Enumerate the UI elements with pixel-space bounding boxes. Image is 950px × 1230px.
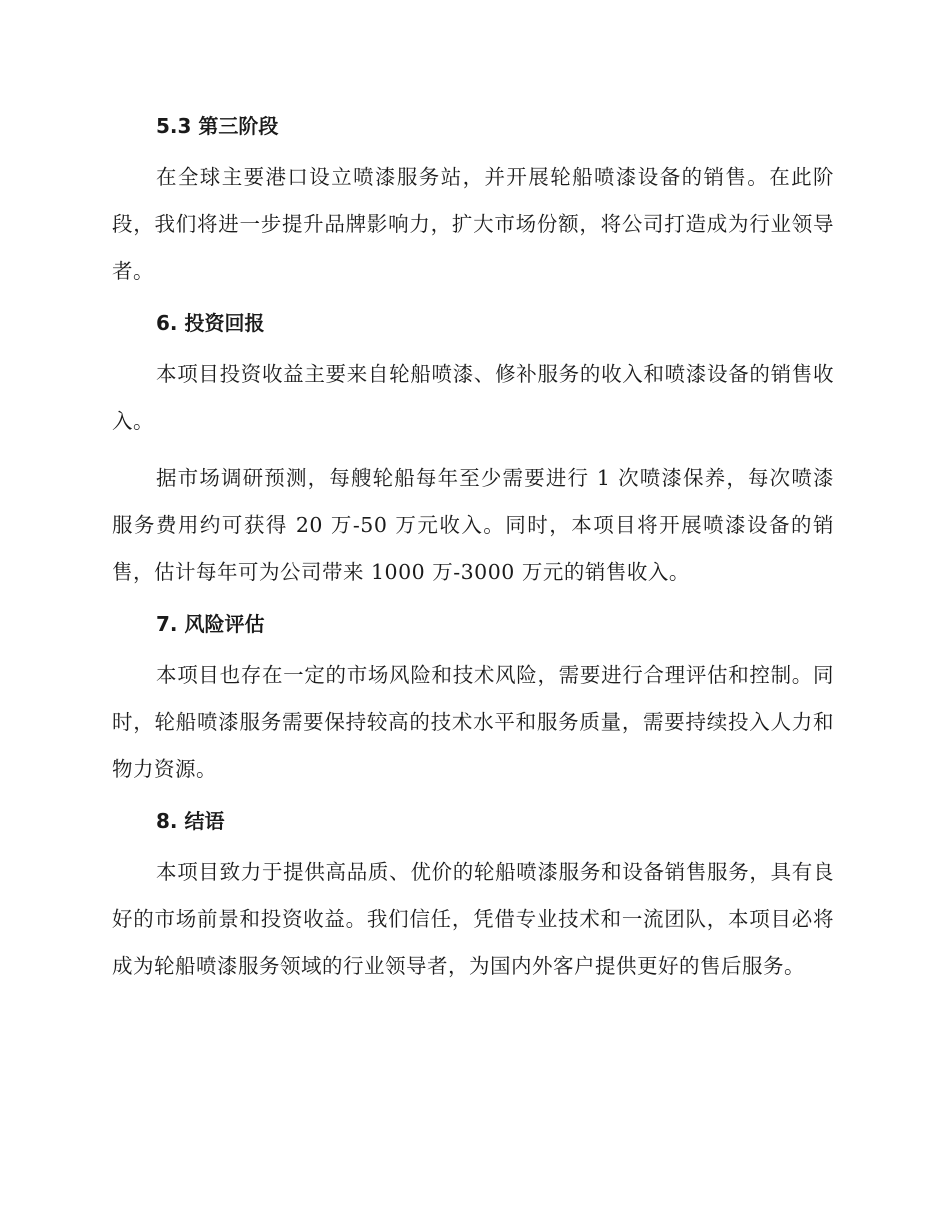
paragraph: 本项目投资收益主要来自轮船喷漆、修补服务的收入和喷漆设备的销售收入。 (112, 362, 834, 433)
paragraph: 本项目致力于提供高品质、优价的轮船喷漆服务和设备销售服务，具有良好的市场前景和投资收益。我们信任，凭借专业技术和一流团队，本项目必将成为轮船喷漆服务领域的行业领导者，为国内外客户提供更好的售后服务。 (112, 860, 834, 978)
section-6 (112, 305, 834, 596)
section-7 (112, 606, 834, 793)
document-page (112, 108, 834, 1000)
section-heading: 6. 投资回报 (156, 311, 265, 335)
paragraph: 据市场调研预测，每艘轮船每年至少需要进行 1 次喷漆保养，每次喷漆服务费用约可获得 20 万-50 万元收入。同时，本项目将开展喷漆设备的销售，估计每年可为公司带来 1000 万-3000 万元的销售收入。 (112, 466, 834, 584)
paragraph: 在全球主要港口设立喷漆服务站，并开展轮船喷漆设备的销售。在此阶段，我们将进一步提升品牌影响力，扩大市场份额，将公司打造成为行业领导者。 (112, 165, 834, 283)
section-5-3 (112, 108, 834, 295)
section-heading: 8. 结语 (156, 809, 225, 833)
paragraph: 本项目也存在一定的市场风险和技术风险，需要进行合理评估和控制。同时，轮船喷漆服务需要保持较高的技术水平和服务质量，需要持续投入人力和物力资源。 (112, 663, 834, 781)
section-8 (112, 803, 834, 990)
section-heading: 7. 风险评估 (156, 612, 265, 636)
section-heading: 5.3 第三阶段 (156, 114, 279, 138)
